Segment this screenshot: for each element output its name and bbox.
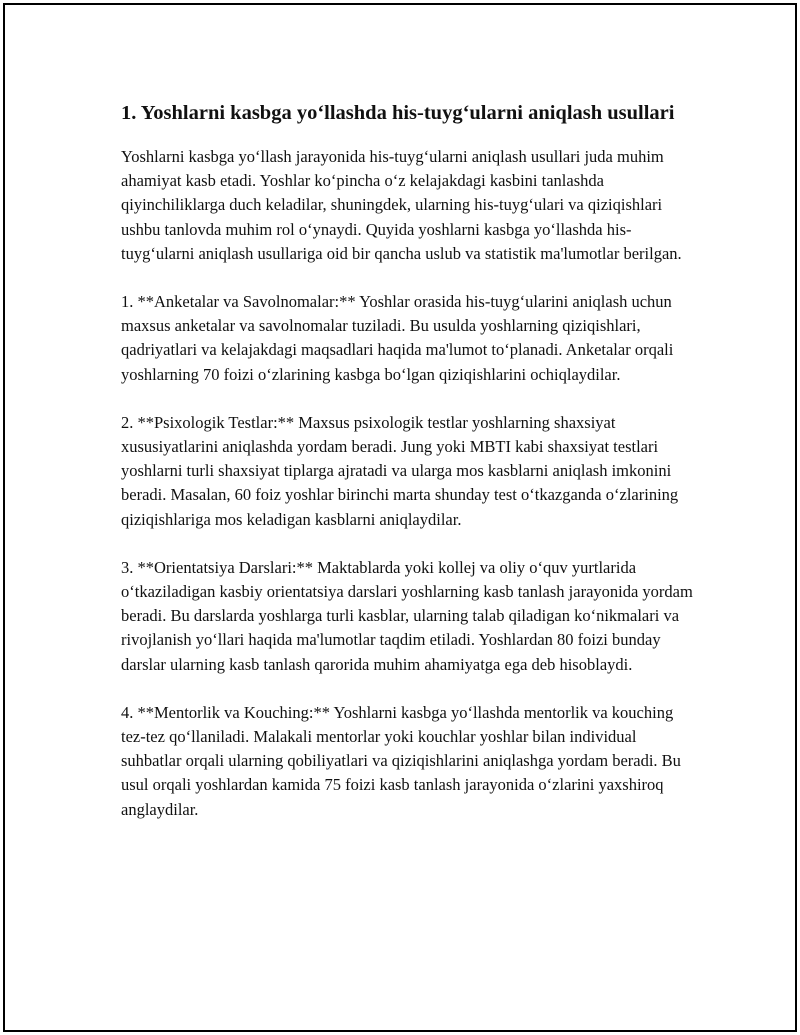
document-title: 1. Yoshlarni kasbga yo‘llashda his-tuyg‘ularni aniqlash usullari [121, 102, 675, 124]
paragraph-mentorlik: 4. **Mentorlik va Kouching:** Yoshlarni kasbga yo‘llashda mentorlik va kouching tez-tez qo‘llaniladi. Malakali mentorlar yoki kouchlar yoshlar bilan individual suhbatlar orqali ularning qobiliyatlari va qiziqishlarini aniqlashga yordam beradi. Bu usul orqali yoshlardan kamida 75 foizi kasb tanlash jarayonida o‘zlarini yaxshiroq anglaydilar. [121, 702, 681, 819]
page-frame [3, 3, 797, 1032]
paragraph-orientatsiya-darslari: 3. **Orientatsiya Darslari:** Maktablarda yoki kollej va oliy o‘quv yurtlarida o‘tkaziladigan kasbiy orientatsiya darslari yoshlarning kasb tanlash jarayonida yordam beradi. Bu darslarda yoshlarga turli kasblar, ularning talab qiladigan ko‘nikmalari va rivojlanish yo‘llari haqida ma'lumotlar taqdim etiladi. Yoshlardan 80 foizi bunday darslar ularning kasb tanlash qarorida muhim ahamiyatga ega deb hisoblaydi. [121, 557, 693, 674]
intro-paragraph: Yoshlarni kasbga yo‘llash jarayonida his-tuyg‘ularni aniqlash usullari juda muhim ahamiyat kasb etadi. Yoshlar ko‘pincha o‘z kelajakdagi kasbini tanlashda qiyinchiliklarga duch keladilar, shuningdek, ularning his-tuyg‘ulari va qiziqishlari ushbu tanlovda muhim rol o‘ynaydi. Quyida yoshlarni kasbga yo‘llashda his-tuyg‘ularni aniqlash usullariga oid bir qancha uslub va statistik ma'lumotlar berilgan. [121, 147, 682, 263]
paragraph-psixologik-testlar: 2. **Psixologik Testlar:** Maxsus psixologik testlar yoshlarning shaxsiyat xususiyatlarini aniqlashda yordam beradi. Jung yoki MBTI kabi shaxsiyat testlari yoshlarni turli shaxsiyat tiplarga ajratadi va ularga mos kasblarni aniqlash imkonini beradi. Masalan, 60 foiz yoshlar birinchi marta shunday test o‘tkazganda o‘zlarining qiziqishlariga mos keladigan kasblarni aniqlaydilar. [121, 412, 679, 529]
paragraph-anketalar: 1. **Anketalar va Savolnomalar:** Yoshlar orasida his-tuyg‘ularini aniqlash uchun maxsus anketalar va savolnomalar tuziladi. Bu usulda yoshlarning qiziqishlari, qadriyatlari va kelajakdagi maqsadlari haqida ma'lumot to‘planadi. Anketalar orqali yoshlarning 70 foizi o‘zlarining kasbga bo‘lgan qiziqishlarini ochiqlaydilar. [121, 292, 674, 384]
document-body [121, 99, 693, 846]
